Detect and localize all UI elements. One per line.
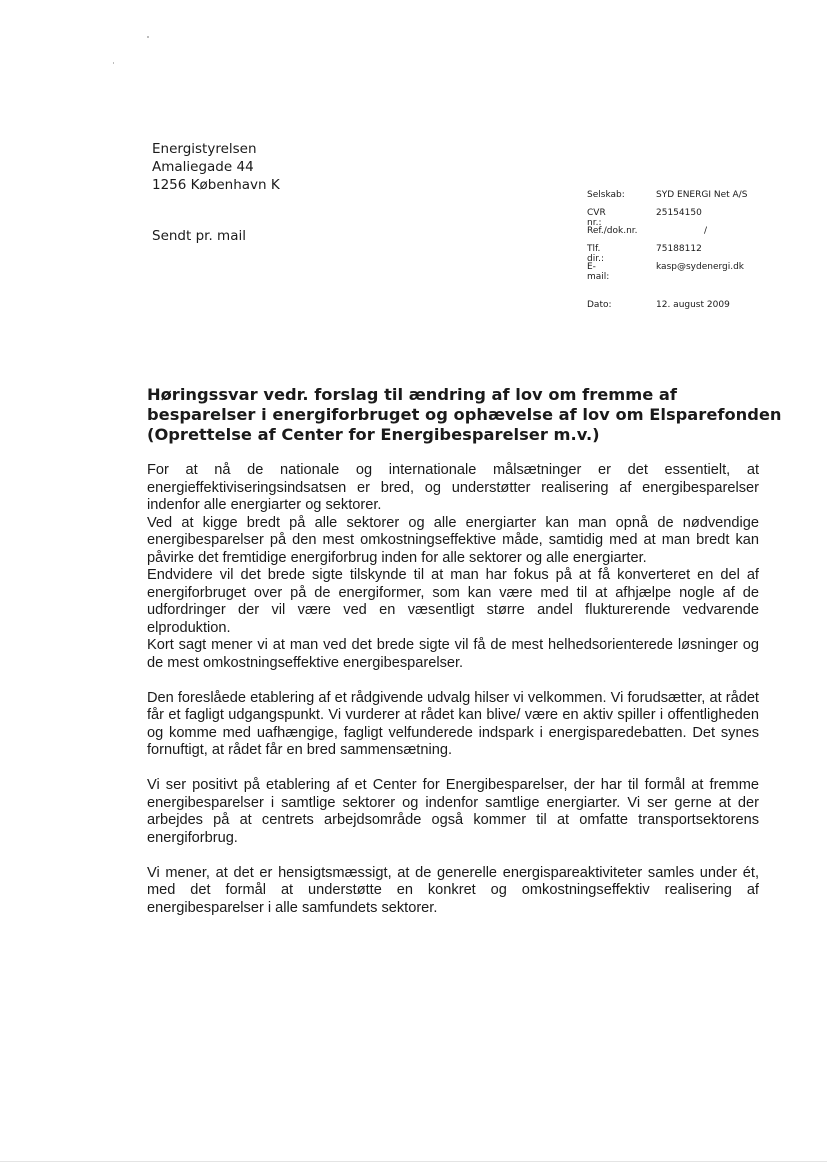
email-label: E-mail: <box>587 262 610 282</box>
body-paragraph: Endvidere vil det brede sigte tilskynde til at man har fokus på at få konverteret en del af energiforbruget over på de energiformer, som kan være med til at afhjælpe nogle af de udfordringer der vil være ved en væsentligt større andel flukturerende vedvarende elproduktion. <box>147 567 759 636</box>
delivery-note: Sendt pr. mail <box>152 228 246 244</box>
body-paragraph: Kort sagt mener vi at man ved det brede sigte vil få de mest helhedsorienterede løsninger og de mest omkostningseffektive energibesparelser. <box>147 637 759 671</box>
company-label: Selskab: <box>587 190 625 200</box>
date-value: 12. august 2009 <box>656 300 730 310</box>
body-paragraph: For at nå de nationale og internationale målsætninger er det essentielt, at energieffektiviseringsindsatsen er bred, og understøtter realisering af energibesparelser indenfor alle energiarter og sektorer. <box>147 462 759 513</box>
scan-speck <box>113 62 114 64</box>
company-value: SYD ENERGI Net A/S <box>656 190 748 200</box>
ref-value: / <box>704 226 708 236</box>
body-paragraph: Den foreslåede etablering af et rådgivende udvalg hilser vi velkommen. Vi forudsætter, at rådet får et fagligt udgangspunkt. Vi vurderer at rådet kan blive/ være en aktiv spiller i offentligheden og komme med uafhængige, fagligt velfunderede indspark i energisparedebatten. Det synes fornuftigt, at rådet får en bred sammensætning. <box>147 689 759 758</box>
date-label: Dato: <box>587 300 612 310</box>
phone-label: Tlf. dir.: <box>587 244 604 264</box>
cvr-value: 25154150 <box>656 208 702 218</box>
recipient-street: Amaliegade 44 <box>152 159 254 175</box>
letter-body <box>147 462 759 917</box>
body-paragraph: Vi ser positivt på etablering af et Center for Energibesparelser, der har til formål at fremme energibesparelser i samtlige sektorer og indenfor samtlige energiarter. Vi ser gerne at der arbejdes på at centrets arbejdsområde også kommer til at omfatte transportsektorens energiforbrug. <box>147 777 759 846</box>
recipient-name: Energistyrelsen <box>152 141 257 157</box>
recipient-city: 1256 København K <box>152 177 280 193</box>
page-bottom-edge <box>0 1161 827 1162</box>
letter-title: Høringssvar vedr. forslag til ændring af lov om fremme af besparelser i energiforbruget og ophævelse af lov om Elsparefonden (Oprettelse af Center for Energibesparelser m.v.) <box>147 385 782 444</box>
email-value: kasp@sydenergi.dk <box>656 262 745 272</box>
cvr-label: CVR nr.: <box>587 208 606 228</box>
body-paragraph: Vi mener, at det er hensigtsmæssigt, at de generelle energispareaktiviteter samles under ét, med det formål at understøtte en konkret og omkostningseffektiv realisering af energibesparelser i alle samfundets sektorer. <box>147 864 759 916</box>
scan-speck <box>147 36 149 38</box>
ref-label: Ref./dok.nr. <box>587 226 638 236</box>
body-paragraph: Ved at kigge bredt på alle sektorer og alle energiarter kan man opnå de nødvendige energibesparelser på den mest omkostningseffektive måde, samtidig med at man bredt kan påvirke det fremtidige energiforbrug inden for alle sektorer og alle energiarter. <box>147 514 759 566</box>
phone-value: 75188112 <box>656 244 702 254</box>
recipient-address <box>152 140 280 194</box>
